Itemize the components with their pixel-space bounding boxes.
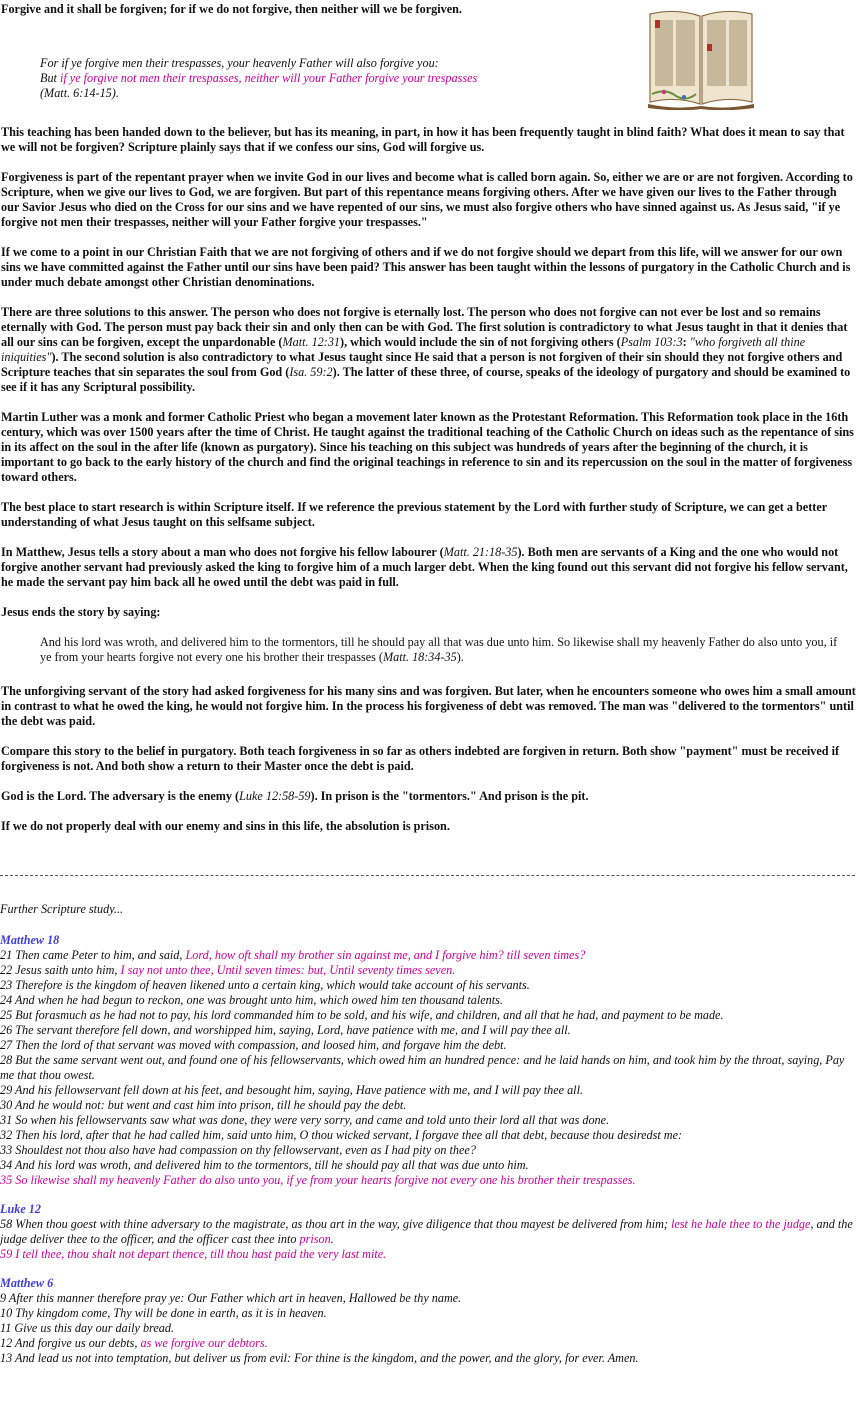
verse: 23 Therefore is the kingdom of heaven likened unto a certain king, which would take account of his servants. [0, 978, 530, 992]
paragraph-4: There are three solutions to this answer. The person who does not forgive is eternally lost. The person who does not forgive can not ever be lost and so remains eternally with God. The person must pay back their sin and only then can be with God. The first solution is contradictory to what Jesus taught in that it denies that all our sins can be forgiven, except the unpardonable (Matt. 12:31), which would include the sin of not forgiving others (Psalm 103:3: "who forgiveth all thine iniquities"). The second solution is also contradictory to what Jesus taught since He said that a person is not forgiven of their sin should they not forgive others and Scripture teaches that sin separates the soul from God (Isa. 59:2). The latter of these three, of course, speaks of the ideology of purgatory and should be examined to see if it has any Scriptural possibility. [1, 305, 851, 394]
paragraph-3: If we come to a point in our Christian Faith that we are not forgiving of others and if we do not forgive should we depart from this life, will we answer for our own sins we have committed against the Father until our sins have been paid? This answer has been taught within the lessons of purgatory in the Catholic Church and is under much debate amongst other Christian denominations. [1, 245, 851, 289]
section-divider [0, 875, 855, 876]
verse: 29 And his fellowservant fell down at his feet, and besought him, saying, Have patience with me, and I will pay thee all. [0, 1083, 584, 1097]
paragraph-11: God is the Lord. The adversary is the enemy (Luke 12:58-59). In prison is the "tormentors." And prison is the pit. [1, 789, 589, 803]
paragraph-9: The unforgiving servant of the story had asked forgiveness for his many sins and was forgiven. But later, when he encounters someone who owes him a small amount in contrast to what he owed the king, he would not forgive him. In the process his forgiveness of debt was removed. The man was "delivered to the tormentors" until the debt was paid. [1, 684, 856, 728]
open-bible-image [646, 4, 756, 110]
scripture-reference: Psalm 103:3 [620, 335, 683, 349]
verse: 26 The servant therefore fell down, and worshipped him, saying, Lord, have patience with me, and I will pay thee all. [0, 1023, 571, 1037]
page-title: Forgive and it shall be forgiven; for if we do not forgive, then neither will we be forgiven. [1, 2, 462, 16]
verse: 34 And his lord was wroth, and delivered him to the tormentors, till he should pay all that was due unto him. [0, 1158, 529, 1172]
verse: 28 But the same servant went out, and found one of his fellowservants, which owed him an hundred pence: and he laid hands on him, and took him by the throat, saying, Pay me that thou owest. [0, 1053, 845, 1082]
verse: 24 And when he had begun to reckon, one was brought unto him, which owed him ten thousand talents. [0, 993, 503, 1007]
verse: 33 Shouldest not thou also have had compassion on thy fellowservant, even as I had pity on thee? [0, 1143, 476, 1157]
verse: 59 I tell thee, thou shalt not depart thence, till thou hast paid the very last mite. [0, 1247, 387, 1261]
paragraph-2: Forgiveness is part of the repentant prayer when we invite God in our lives and become what is called born again. So, either we are or are not forgiven. According to Scripture, when we give our lives to God, we are forgiven. But part of this repentance means forgiving others. After we have given our lives to the Father through our Savior Jesus who died on the Cross for our sins and we have repented of our sins, we must also forgive others who have sinned against us. As Jesus said, "if ye forgive not men their trespasses, neither will your Father forgive your trespasses." [1, 170, 853, 229]
verse: 31 So when his fellowservants saw what was done, they were very sorry, and came and told unto their lord all that was done. [0, 1113, 610, 1127]
verse: 27 Then the lord of that servant was moved with compassion, and loosed him, and forgave him the debt. [0, 1038, 507, 1052]
paragraph-10: Compare this story to the belief in purgatory. Both teach forgiveness in so far as others indebted are forgiven in return. Both show "payment" must be received if forgiveness is not. And both show a return to their Master once the debt is paid. [1, 744, 840, 773]
passage-matthew-18 [0, 933, 855, 1188]
paragraph-8: Jesus ends the story by saying: [1, 605, 161, 619]
chapter-heading: Luke 12 [0, 1202, 41, 1216]
paragraph-5: Martin Luther was a monk and former Catholic Priest who began a movement later known as the Protestant Reformation. This Reformation took place in the 16th century, which was over 1500 years after the time of Christ. He taught against the traditional teaching of the Catholic Church on ideas such as the repentance of sins in its affect on the soul in the after life (known as purgatory). Since his teaching on this subject was hundreds of years after the beginning of the church, it is important to go back to the early history of the church and find the original teachings in reference to sin and its repercussion on the soul in the matter of forgiveness toward others. [1, 410, 854, 484]
verse: 11 Give us this day our daily bread. [0, 1321, 174, 1335]
verse: 35 So likewise shall my heavenly Father do also unto you, if ye from your hearts forgive not every one his brother their trespasses. [0, 1173, 636, 1187]
study-intro: Further Scripture study... [0, 902, 124, 916]
scripture-quote: "who forgiveth all thine iniquities" [1, 335, 806, 364]
scripture-reference: Isa. 59:2 [289, 365, 333, 379]
paragraph-12: If we do not properly deal with our enemy and sins in this life, the absolution is prison. [1, 819, 450, 833]
scripture-reference: Matt. 18:34-35 [382, 650, 457, 664]
article [1, 2, 856, 834]
scripture-reference: Matt. 12:31 [282, 335, 341, 349]
verse: 58 When thou goest with thine adversary to the magistrate, as thou art in the way, give diligence that thou mayest be delivered from him; lest he hale thee to the judge, and the judge deliver thee to the officer, and the officer cast thee into prison. [0, 1217, 853, 1246]
paragraph-6: The best place to start research is within Scripture itself. If we reference the previous statement by the Lord with further study of Scripture, we can get a better understanding of what Jesus taught on this selfsame subject. [1, 500, 827, 529]
verse: 21 Then came Peter to him, and said, Lord, how oft shall my brother sin against me, and I forgive him? till seven times? [0, 948, 586, 962]
paragraph-7: In Matthew, Jesus tells a story about a man who does not forgive his fellow labourer (Matt. 21:18-35). Both men are servants of a King and the one who would not forgive another servant had previously asked the king to forgive him of a much larger debt. When the king found out this servant did not forgive his fellow servant, he made the servant pay him back all he owed until the debt was paid in full. [1, 545, 848, 589]
chapter-heading: Matthew 18 [0, 933, 60, 947]
verse: 32 Then his lord, after that he had called him, said unto him, O thou wicked servant, I forgave thee all that debt, because thou desiredst me: [0, 1128, 683, 1142]
closing-scripture-quote: And his lord was wroth, and delivered him to the tormentors, till he should pay all that was due unto him. So likewise shall my heavenly Father do also unto you, if ye from your hearts forgive not every one his brother their trespasses (Matt. 18:34-35). [40, 635, 838, 664]
verse: 25 But forasmuch as he had not to pay, his lord commanded him to be sold, and his wife, and children, and all that he had, and payment to be made. [0, 1008, 724, 1022]
verse: 22 Jesus saith unto him, I say not unto thee, Until seven times: but, Until seventy times seven. [0, 963, 456, 977]
quote-highlight: if ye forgive not men their trespasses, neither will your Father forgive your trespasses [59, 71, 478, 85]
further-study-section [0, 902, 855, 1380]
quote-line: But if ye forgive not men their trespasses, neither will your Father forgive your trespasses [40, 71, 478, 85]
verse: 9 After this manner therefore pray ye: Our Father which art in heaven, Hallowed be thy name. [0, 1291, 462, 1305]
verse: 10 Thy kingdom come, Thy will be done in earth, as it is in heaven. [0, 1306, 327, 1320]
scripture-reference: Luke 12:58-59 [239, 789, 311, 803]
quote-reference: (Matt. 6:14-15). [40, 86, 119, 100]
verse: 12 And forgive us our debts, as we forgive our debtors. [0, 1336, 268, 1350]
quote-line: For if ye forgive men their trespasses, your heavenly Father will also forgive you: [40, 56, 439, 70]
scripture-reference: Matt. 21:18-35 [443, 545, 518, 559]
passage-matthew-6 [0, 1276, 855, 1366]
verse: 30 And he would not: but went and cast him into prison, till he should pay the debt. [0, 1098, 407, 1112]
chapter-heading: Matthew 6 [0, 1276, 54, 1290]
opening-scripture-quote [40, 56, 600, 101]
paragraph-1: This teaching has been handed down to the believer, but has its meaning, in part, in how it has been frequently taught in blind faith? What does it mean to say that we will not be forgiven? Scripture plainly says that if we confess our sins, God will forgive us. [1, 125, 845, 154]
passage-luke-12 [0, 1202, 855, 1262]
verse: 13 And lead us not into temptation, but deliver us from evil: For thine is the kingdom, and the power, and the glory, for ever. Amen. [0, 1351, 639, 1365]
